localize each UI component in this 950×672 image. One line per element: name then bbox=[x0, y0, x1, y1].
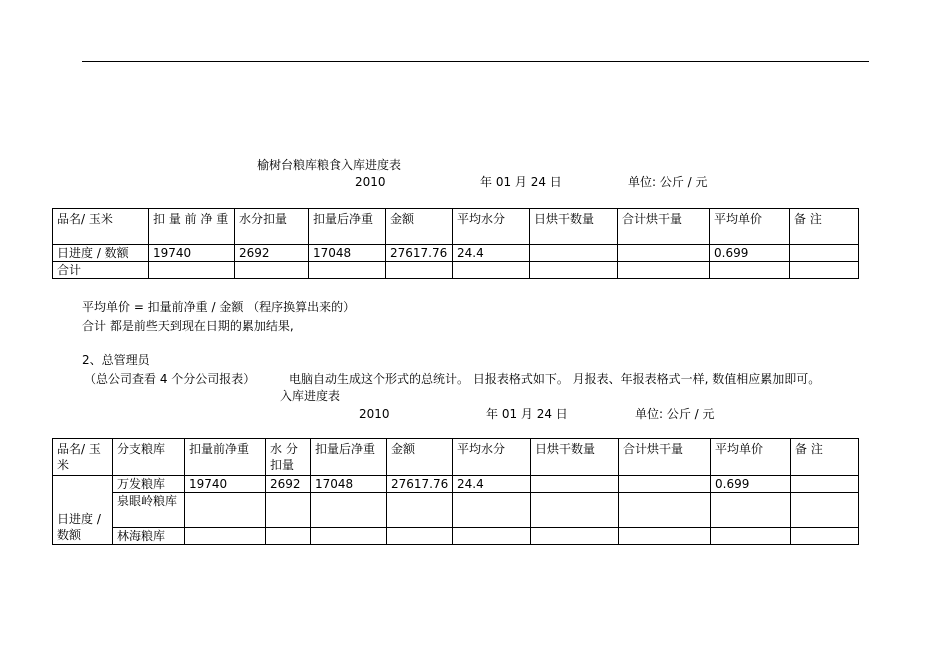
table2-header-cell: 水 分扣量 bbox=[266, 439, 311, 476]
table2-header-cell: 扣量后净重 bbox=[311, 439, 387, 476]
table2-month-day: 年 01 月 24 日 bbox=[486, 407, 568, 421]
table2-header-cell: 备 注 bbox=[791, 439, 859, 476]
table1-header-cell: 扣量后净重 bbox=[309, 209, 386, 245]
table-cell: 0.699 bbox=[710, 245, 790, 262]
table2-row-label: 日进度 / 数额 bbox=[53, 476, 113, 545]
table1-header-cell: 备 注 bbox=[790, 209, 859, 245]
table-cell bbox=[453, 262, 530, 279]
table-row bbox=[53, 528, 859, 545]
table2-header-cell: 平均水分 bbox=[453, 439, 531, 476]
table-cell bbox=[386, 262, 453, 279]
table-cell: 合计 bbox=[53, 262, 149, 279]
table-cell: 17048 bbox=[311, 476, 387, 493]
table2-title: 入库进度表 bbox=[280, 389, 341, 403]
table-cell bbox=[311, 528, 387, 545]
section2-heading: 2、总管理员 bbox=[82, 353, 150, 367]
table-cell: 2692 bbox=[266, 476, 311, 493]
table2-header-cell: 日烘干数量 bbox=[531, 439, 619, 476]
table-cell: 日进度 / 数额 bbox=[53, 245, 149, 262]
table1-header-cell: 水分扣量 bbox=[235, 209, 309, 245]
table-row bbox=[53, 493, 859, 528]
table-cell bbox=[266, 528, 311, 545]
table-cell bbox=[711, 528, 791, 545]
table-cell bbox=[530, 262, 618, 279]
table-cell bbox=[309, 262, 386, 279]
table-cell bbox=[790, 262, 859, 279]
table-cell: 0.699 bbox=[711, 476, 791, 493]
table1-month-day: 年 01 月 24 日 bbox=[480, 175, 562, 189]
table1-header-cell: 平均水分 bbox=[453, 209, 530, 245]
table-cell bbox=[387, 493, 453, 528]
table-cell bbox=[710, 262, 790, 279]
table-cell bbox=[791, 528, 859, 545]
table1 bbox=[52, 208, 859, 279]
table-cell: 27617.76 bbox=[386, 245, 453, 262]
table-cell bbox=[619, 493, 711, 528]
table-cell: 林海粮库 bbox=[113, 528, 185, 545]
header-rule bbox=[82, 61, 869, 62]
table1-header-cell: 合计烘干量 bbox=[618, 209, 710, 245]
table2-header-cell: 平均单价 bbox=[711, 439, 791, 476]
table1-unit: 单位: 公斤 / 元 bbox=[628, 175, 708, 189]
table1-header-cell: 平均单价 bbox=[710, 209, 790, 245]
table1-header-row bbox=[53, 209, 859, 245]
table-cell: 24.4 bbox=[453, 245, 530, 262]
table-cell bbox=[531, 476, 619, 493]
table2-header-cell: 扣量前净重 bbox=[185, 439, 266, 476]
table-cell bbox=[453, 493, 531, 528]
table-cell: 万发粮库 bbox=[113, 476, 185, 493]
table-cell bbox=[531, 528, 619, 545]
table-row bbox=[53, 262, 859, 279]
table1-header-cell: 扣 量 前 净 重 bbox=[149, 209, 235, 245]
table-cell: 19740 bbox=[149, 245, 235, 262]
note-average-price: 平均单价 = 扣量前净重 / 金额 （程序换算出来的） bbox=[82, 300, 356, 314]
table2-unit: 单位: 公斤 / 元 bbox=[635, 407, 715, 421]
table2-header-cell: 金额 bbox=[387, 439, 453, 476]
table-cell bbox=[618, 262, 710, 279]
table1-header-cell: 品名/ 玉米 bbox=[53, 209, 149, 245]
table2-header-cell: 合计烘干量 bbox=[619, 439, 711, 476]
table-cell bbox=[311, 493, 387, 528]
table-cell bbox=[711, 493, 791, 528]
table-cell bbox=[791, 493, 859, 528]
table2 bbox=[52, 438, 859, 545]
table-cell: 泉眼岭粮库 bbox=[113, 493, 185, 528]
table-cell bbox=[149, 262, 235, 279]
table-row bbox=[53, 476, 859, 493]
table-cell: 2692 bbox=[235, 245, 309, 262]
table-cell bbox=[453, 528, 531, 545]
table2-year: 2010 bbox=[359, 407, 390, 421]
table-cell bbox=[619, 528, 711, 545]
table-cell bbox=[235, 262, 309, 279]
table-cell bbox=[618, 245, 710, 262]
table-cell bbox=[619, 476, 711, 493]
section2-desc-left: （总公司查看 4 个分公司报表） bbox=[84, 372, 256, 386]
table-cell: 17048 bbox=[309, 245, 386, 262]
table1-title: 榆树台粮库粮食入库进度表 bbox=[257, 158, 402, 172]
table-row bbox=[53, 245, 859, 262]
table-cell: 19740 bbox=[185, 476, 266, 493]
table-cell bbox=[266, 493, 311, 528]
note-total: 合计 都是前些天到现在日期的累加结果, bbox=[82, 319, 294, 333]
table1-year: 2010 bbox=[355, 175, 386, 189]
table-cell bbox=[185, 493, 266, 528]
table-cell bbox=[530, 245, 618, 262]
table-cell: 27617.76 bbox=[387, 476, 453, 493]
section2-desc-right: 电脑自动生成这个形式的总统计。 日报表格式如下。 月报表、年报表格式一样, 数值相应累加即可。 bbox=[289, 372, 821, 386]
table2-header-cell: 分支粮库 bbox=[113, 439, 185, 476]
table2-header-cell: 品名/ 玉米 bbox=[53, 439, 113, 476]
table-cell bbox=[387, 528, 453, 545]
table-cell: 24.4 bbox=[453, 476, 531, 493]
table-cell bbox=[185, 528, 266, 545]
table1-header-cell: 日烘干数量 bbox=[530, 209, 618, 245]
table-cell bbox=[790, 245, 859, 262]
table1-header-cell: 金额 bbox=[386, 209, 453, 245]
table-cell bbox=[531, 493, 619, 528]
table-cell bbox=[791, 476, 859, 493]
table2-header-row bbox=[53, 439, 859, 476]
